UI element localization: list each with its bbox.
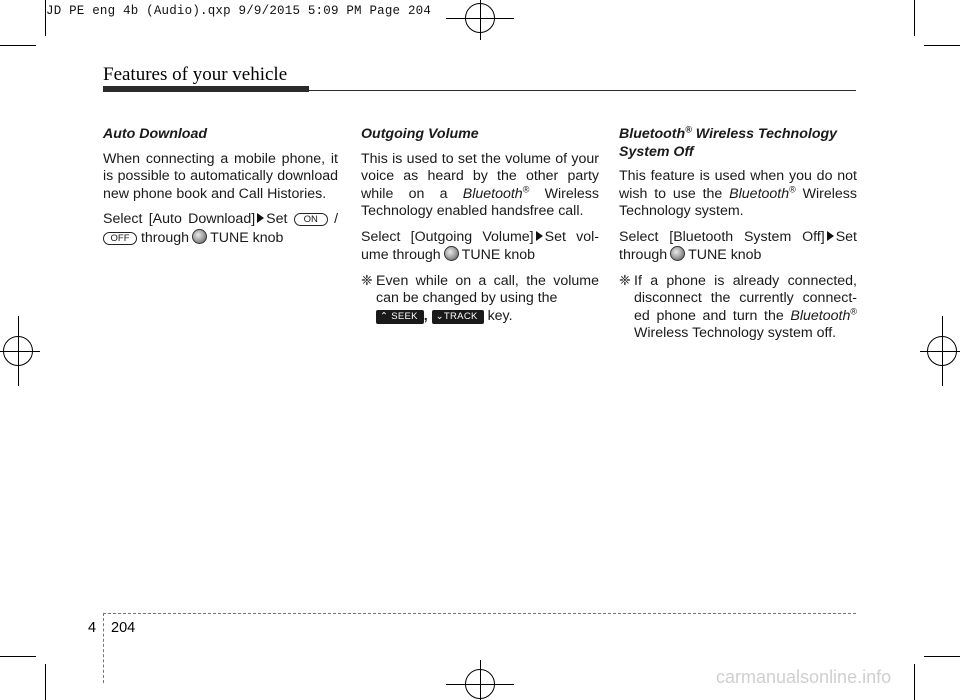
paragraph bbox=[619, 168, 857, 221]
column-auto-download bbox=[103, 126, 338, 255]
text: This feature is used when you do not wish to use the bbox=[619, 168, 857, 202]
text: Set bbox=[266, 211, 288, 227]
heading-auto-download: Auto Download bbox=[103, 126, 208, 142]
registered-mark: ® bbox=[522, 183, 530, 194]
text: Wireless Technology system. bbox=[619, 185, 857, 219]
header-bar bbox=[103, 86, 309, 92]
crop-mark bbox=[0, 45, 36, 46]
chapter-number: 4 bbox=[88, 620, 97, 636]
arrow-right-icon bbox=[827, 231, 834, 241]
text: / bbox=[334, 211, 339, 227]
text: Select [Bluetooth System Off] bbox=[619, 228, 825, 245]
column-bluetooth-off bbox=[619, 126, 857, 351]
footer-rule bbox=[103, 613, 856, 614]
header-rule bbox=[309, 90, 856, 91]
note bbox=[361, 273, 599, 326]
crop-mark bbox=[914, 664, 915, 700]
text: Wireless Technology system off. bbox=[634, 325, 837, 341]
crop-mark bbox=[914, 0, 915, 36]
registered-mark: ® bbox=[850, 305, 857, 316]
bluetooth-term: Bluetooth bbox=[729, 185, 790, 202]
text: TUNE knob bbox=[461, 247, 535, 263]
watermark-logo: carmanualsonline.info bbox=[716, 667, 892, 687]
text: , bbox=[423, 307, 428, 324]
seek-key-icon: ⌃ SEEK bbox=[376, 310, 424, 324]
tune-knob-icon bbox=[670, 246, 685, 261]
text: Select [Outgoing Volume] bbox=[361, 228, 534, 245]
track-key-icon: ⌄TRACK bbox=[432, 310, 484, 324]
column-outgoing-volume bbox=[361, 126, 599, 333]
registered-mark: ® bbox=[789, 183, 796, 194]
note bbox=[619, 273, 857, 343]
text: Bluetooth bbox=[619, 126, 686, 142]
text: Select [Auto Download] bbox=[103, 211, 256, 227]
note-mark: ❈ bbox=[361, 272, 373, 289]
tune-knob-icon bbox=[444, 246, 459, 261]
page-number: 204 bbox=[111, 620, 136, 636]
section-title: Features of your vehicle bbox=[103, 64, 288, 85]
crop-mark bbox=[924, 45, 960, 46]
text: key. bbox=[487, 307, 513, 324]
text: If a phone is already connected, disconnect the currently connect-ed phone and turn the bbox=[634, 272, 857, 324]
crop-mark bbox=[0, 656, 36, 657]
paragraph bbox=[361, 151, 599, 221]
print-slug: JD PE eng 4b (Audio).qxp 9/9/2015 5:09 PM Page 204 bbox=[46, 4, 432, 18]
crop-mark bbox=[924, 656, 960, 657]
heading-bluetooth-system-off bbox=[619, 126, 857, 161]
footer-vertical-rule bbox=[103, 613, 104, 683]
bluetooth-term: Bluetooth bbox=[462, 185, 523, 202]
registered-mark: ® bbox=[685, 124, 692, 135]
note-mark: ❈ bbox=[619, 272, 631, 289]
heading-outgoing-volume: Outgoing Volume bbox=[361, 126, 479, 142]
text: TUNE knob bbox=[210, 229, 284, 246]
text: TUNE knob bbox=[688, 247, 762, 263]
on-button-icon: ON bbox=[294, 213, 328, 226]
tune-knob-icon bbox=[192, 229, 207, 244]
paragraph-instruction bbox=[619, 229, 857, 265]
text: Set vol-ume through bbox=[361, 228, 599, 263]
text: Even while on a call, the volume can be changed by using the bbox=[376, 272, 599, 306]
bluetooth-term: Bluetooth bbox=[790, 307, 851, 324]
crop-mark bbox=[45, 664, 46, 700]
paragraph-instruction bbox=[103, 211, 338, 247]
text: Wireless Technology enabled handsfree call. bbox=[361, 185, 599, 219]
arrow-right-icon bbox=[536, 231, 543, 241]
text: This is used to set the volume of your voice as heard by the other party while on a bbox=[361, 150, 599, 202]
arrow-right-icon bbox=[257, 213, 264, 223]
paragraph-instruction bbox=[361, 229, 599, 265]
text: through bbox=[140, 229, 190, 246]
paragraph: When connecting a mobile phone, it is possible to automatically download new phone book and Call Histories. bbox=[103, 150, 338, 202]
text: Wireless Technology System Off bbox=[619, 126, 838, 160]
text: Set through bbox=[619, 228, 857, 263]
off-button-icon: OFF bbox=[103, 232, 137, 245]
